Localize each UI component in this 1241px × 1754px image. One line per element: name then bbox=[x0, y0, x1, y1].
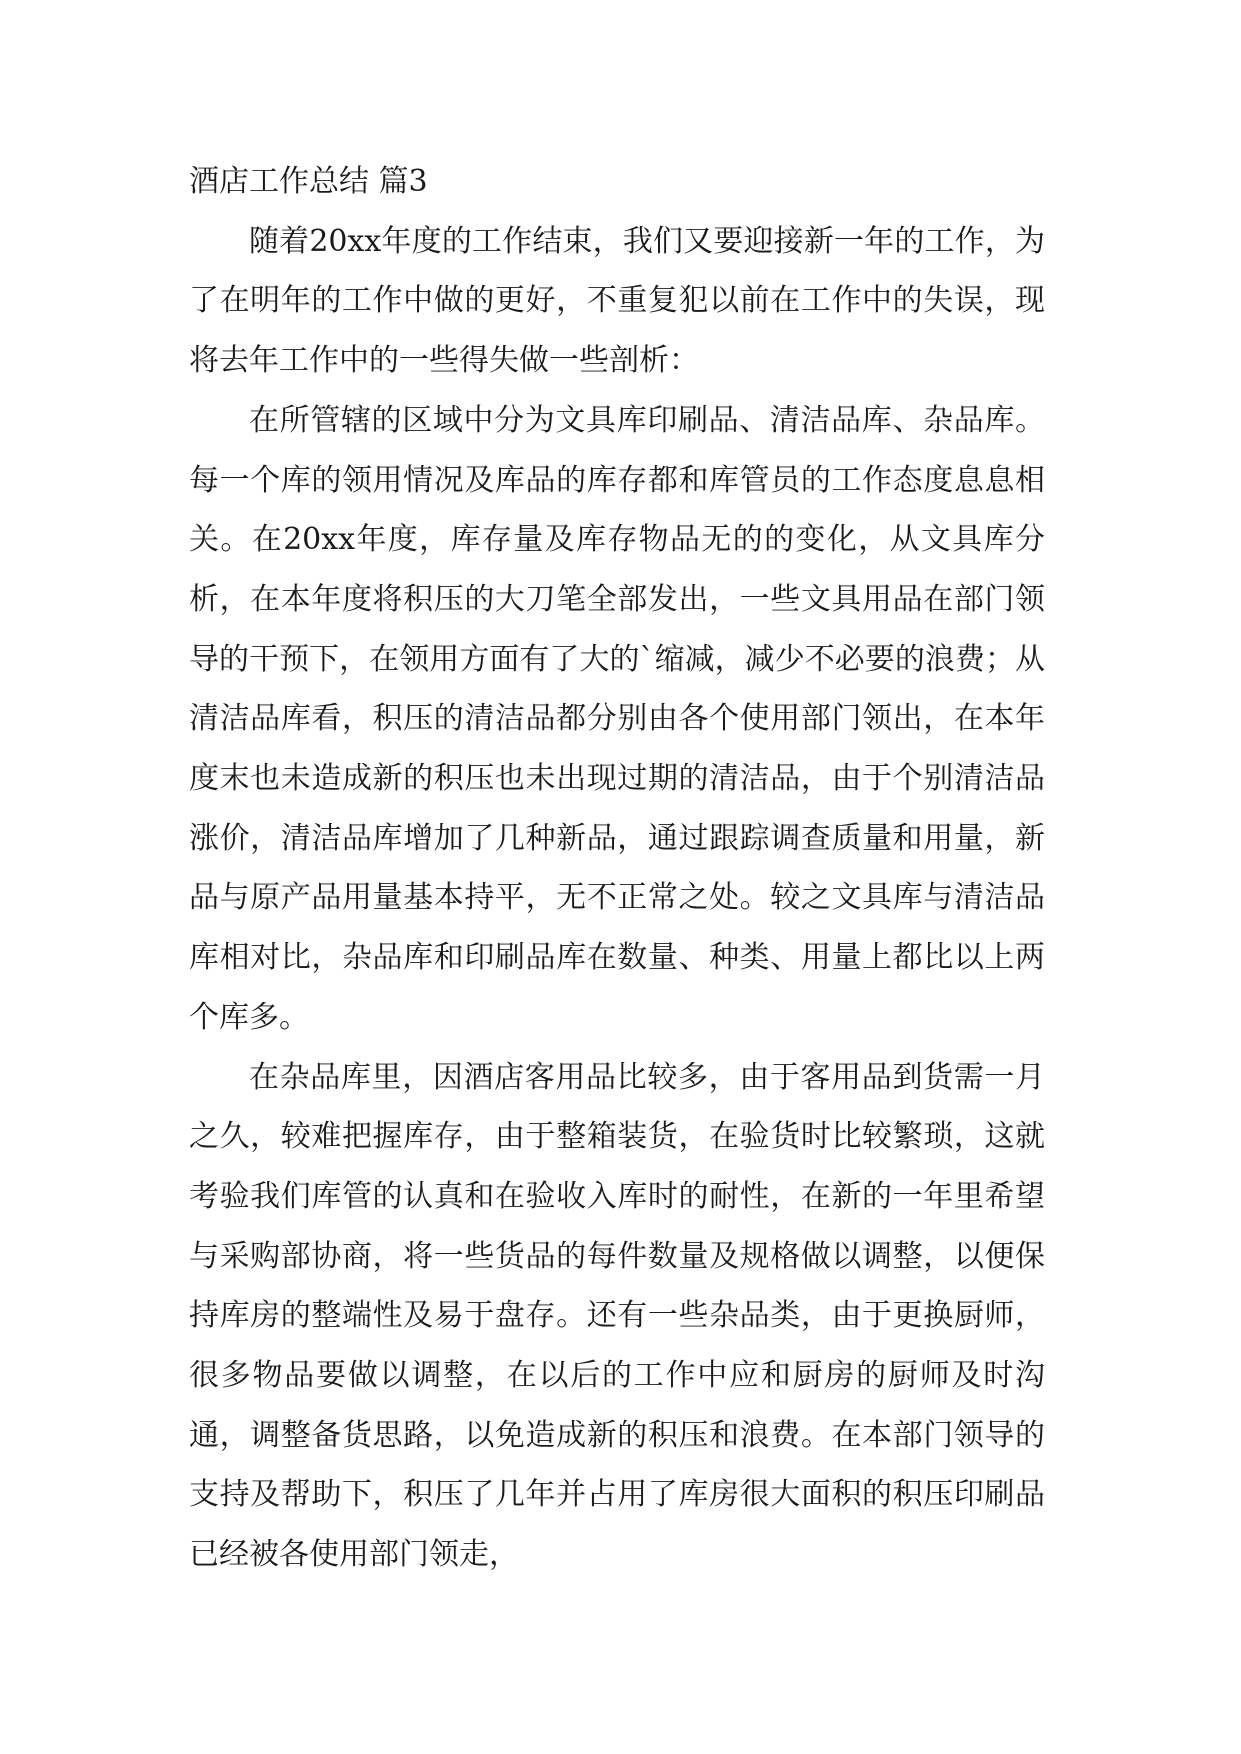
paragraph-storage-analysis: 在所管辖的区域中分为文具库印刷品、清洁品库、杂品库。每一个库的领用情况及库品的库存都和库管员的工作态度息息相关。在20xx年度，库存量及库存物品无的的变化，从文具库分析，在本年度将积压的大刀笔全部发出，一些文具用品在部门领导的干预下，在领用方面有了大的`缩减，减少不必要的浪费；从清洁品库看，积压的清洁品都分别由各个使用部门领出，在本年度末也未造成新的积压也未出现过期的清洁品，由于个别清洁品涨价，清洁品库增加了几种新品，通过跟踪调查质量和用量，新品与原产品用量基本持平，无不正常之处。较之文具库与清洁品库相对比，杂品库和印刷品库在数量、种类、用量上都比以上两个库多。 bbox=[189, 402, 1045, 1035]
document-body bbox=[189, 152, 1045, 1585]
document-title: 酒店工作总结 篇3 bbox=[189, 164, 428, 199]
paragraph-sundries-storage: 在杂品库里，因酒店客用品比较多，由于客用品到货需一月之久，较难把握库存，由于整箱装货，在验货时比较繁琐，这就考验我们库管的认真和在验收入库时的耐性，在新的一年里希望与采购部协商，将一些货品的每件数量及规格做以调整，以便保持库房的整端性及易于盘存。还有一些杂品类，由于更换厨师，很多物品要做以调整，在以后的工作中应和厨房的厨师及时沟通，调整备货思路，以免造成新的积压和浪费。在本部门领导的支持及帮助下，积压了几年并占用了库房很大面积的积压印刷品已经被各使用部门领走， bbox=[189, 1059, 1045, 1573]
paragraph-intro: 随着20xx年度的工作结束，我们又要迎接新一年的工作，为了在明年的工作中做的更好，不重复犯以前在工作中的失误，现将去年工作中的一些得失做一些剖析： bbox=[189, 223, 1045, 379]
